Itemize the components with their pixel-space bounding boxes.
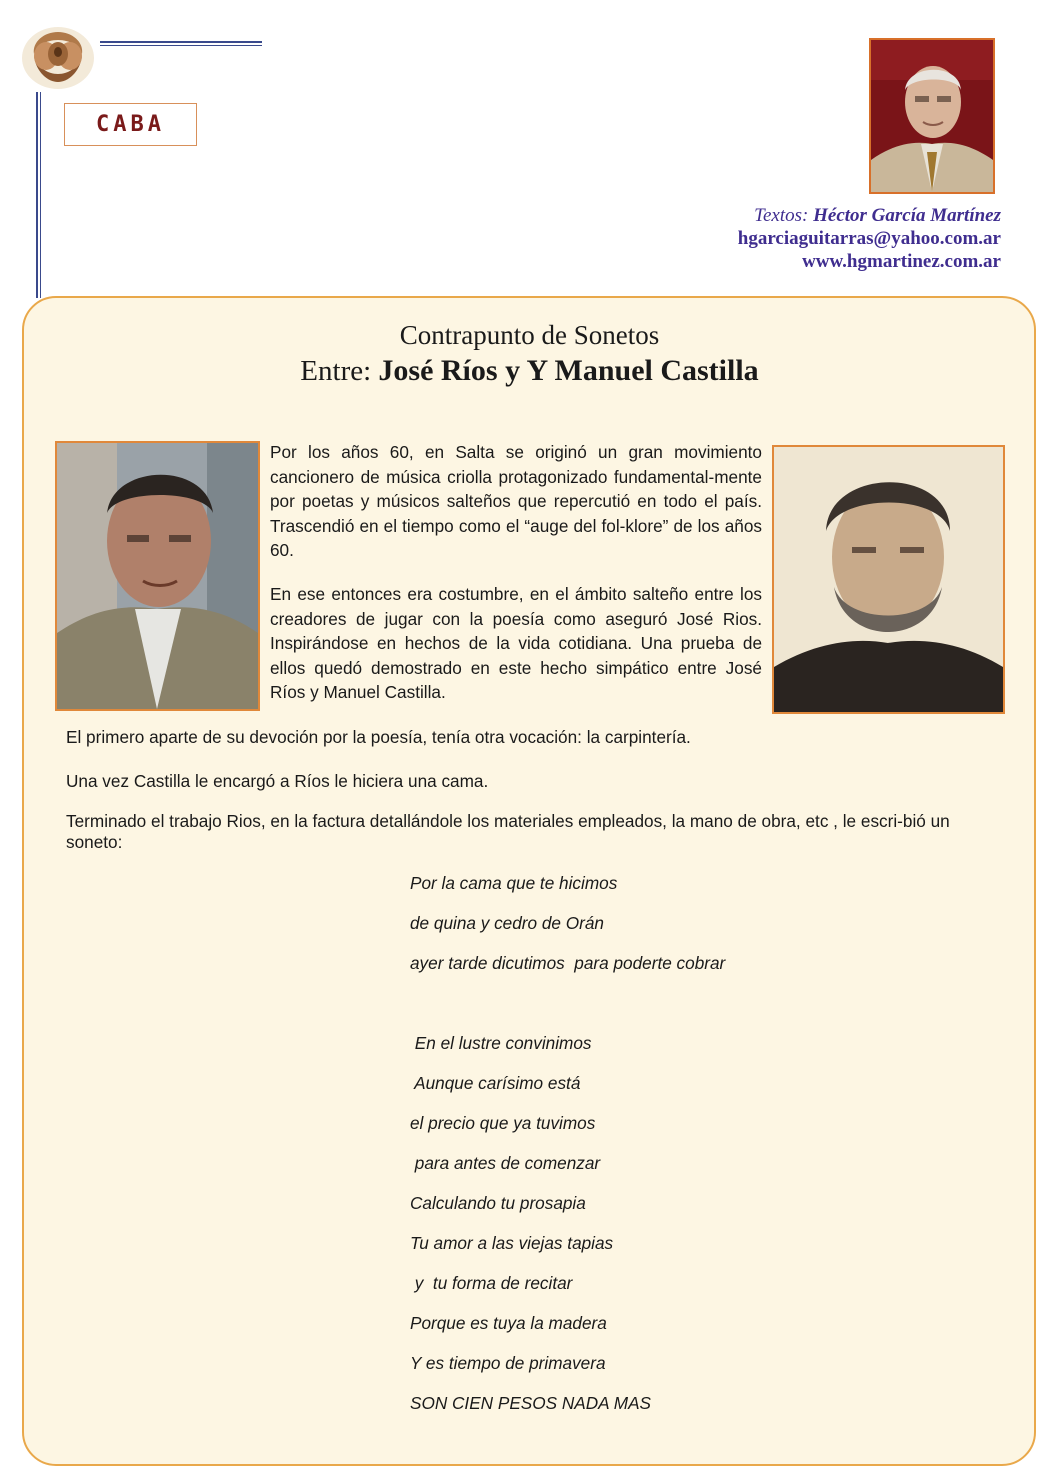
jose-rios-portrait-image [55,441,260,711]
body-paragraph: El primero aparte de su devoción por la poesía, tenía otra vocación: la carpintería. [66,727,691,747]
header-rule-vertical-1 [36,92,38,298]
author-portrait-image [869,38,995,194]
poem-line: el precio que ya tuvimos [410,1113,596,1133]
poem-line: Por la cama que te hicimos [410,873,618,893]
credits-author: Héctor García Martínez [813,205,1001,226]
poem-line: para antes de comenzar [410,1153,601,1173]
poem-line: Aunque carísimo está [410,1073,581,1093]
body-paragraph: Terminado el trabajo Rios, en la factura detallándole los materiales empleados, la mano de obra, etc , le escri-bió un soneto: [66,811,950,852]
manuel-castilla-portrait-image [772,445,1005,714]
credits-email-link[interactable]: hgarciaguitarras@yahoo.com.ar [737,228,1001,249]
header-rule-vertical-2 [40,92,41,298]
poem-line: Calculando tu prosapia [410,1193,586,1213]
intro-paragraph: Por los años 60, en Salta se originó un gran movimiento cancionero de música criolla protagonizado fundamental-mente por poetas y músicos salteños que repercutió en todo el país. Trascendió en el tiempo como el “auge del fol-klore” de los años 60. [270,442,762,561]
poem-line: Y es tiempo de primavera [410,1353,606,1373]
header-rule-horizontal-1 [100,41,262,43]
subtitle-prefix: Entre: [300,355,372,387]
article-title: Contrapunto de Sonetos [399,320,660,350]
section-tag: CABA [64,103,197,146]
credits-label: Textos: [754,205,809,226]
poem-line: SON CIEN PESOS NADA MAS [410,1393,651,1413]
header-rule-horizontal-2 [100,45,262,46]
poem-line: de quina y cedro de Orán [410,913,604,933]
poem-line: ayer tarde dicutimos para poderte cobrar [410,953,726,973]
subtitle-names: José Ríos y Y Manuel Castilla [378,354,759,387]
body-paragraph: Una vez Castilla le encargó a Ríos le hiciera una cama. [66,771,489,791]
poem-line: y tu forma de recitar [410,1273,573,1293]
poem-line: En el lustre convinimos [410,1033,592,1053]
credits-block [738,204,1001,273]
poem-line: Tu amor a las viejas tapias [410,1233,614,1253]
credits-website-link[interactable]: www.hgmartinez.com.ar [802,251,1001,272]
poem-line: Porque es tuya la madera [410,1313,607,1333]
article-subtitle [0,354,1059,388]
flower-ornament-icon [20,24,96,90]
intro-paragraph: En ese entonces era costumbre, en el ámbito salteño entre los creadores de jugar con la poesía como aseguró José Rios. Inspirándose en hechos de la vida cotidiana. Una prueba de ellos quedó demostrado en este hecho simpático entre José Ríos y Manuel Castilla. [270,584,762,703]
